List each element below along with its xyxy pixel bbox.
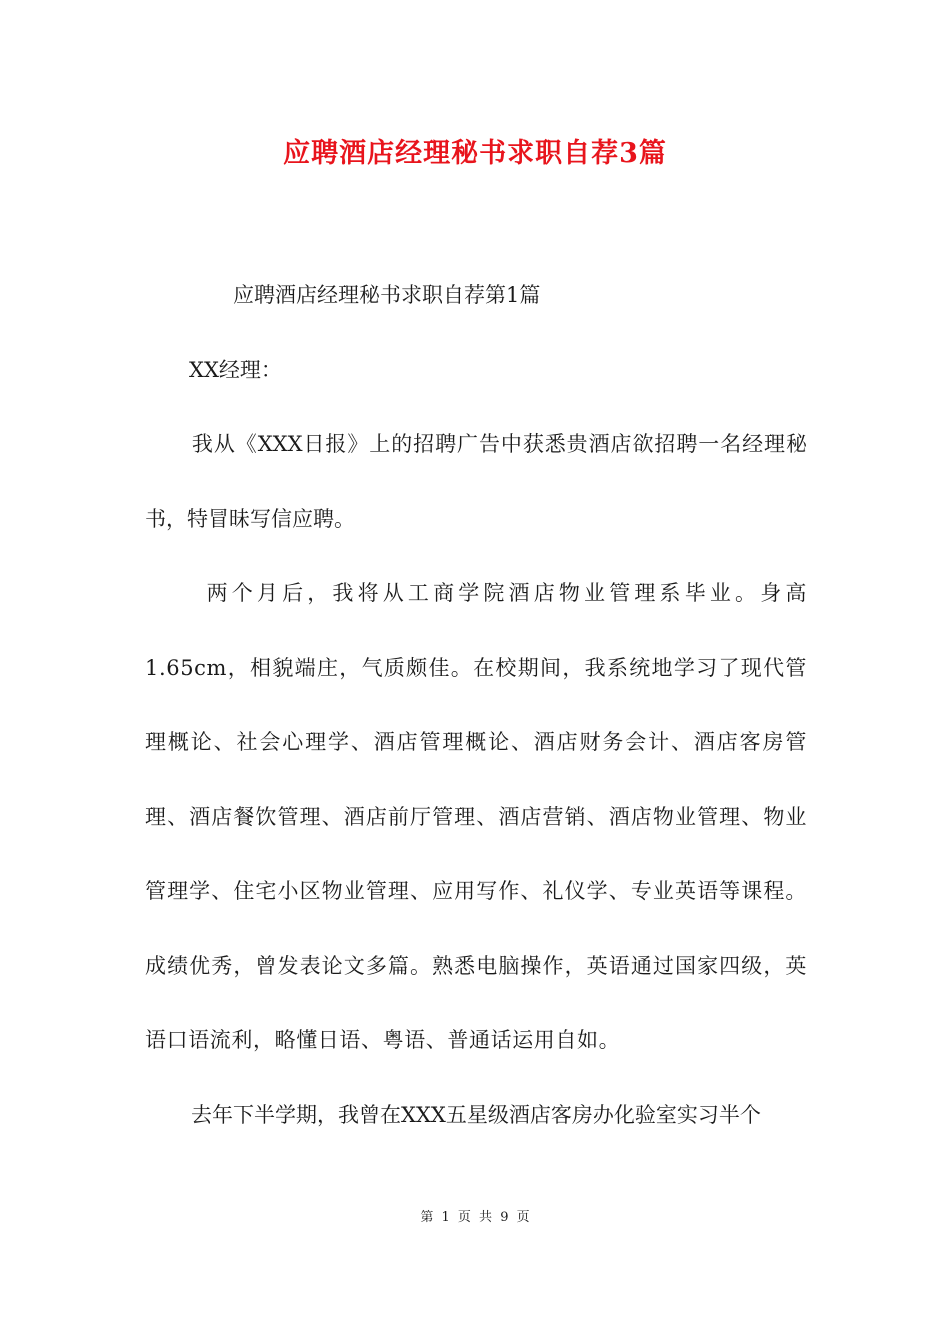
- paragraph-text: 两个月后，我将从工商学院酒店物业管理系毕业。身高1.65cm，相貌端庄，气质颇佳。在校期间，我系统地学习了现代管理概论、社会心理学、酒店管理概论、酒店财务会计、酒店客房管理、酒店餐饮管理、酒店前厅管理、酒店营销、酒店物业管理、物业管理学、住宅小区物业管理、应用写作、礼仪学、专业英语等课程。成绩优秀，曾发表论文多篇。熟悉电脑操作，英语通过国家四级，英语口语流利，略懂日语、粤语、普通话运用自如。: [145, 581, 807, 1052]
- page-footer: 第 1 页 共 9 页: [420, 1210, 530, 1225]
- section-heading: 应聘酒店经理秘书求职自荐第1篇: [233, 283, 541, 307]
- salutation: XX经理：: [189, 358, 282, 382]
- body-paragraph-3: [145, 1078, 807, 1153]
- paragraph-text: 我从《XXX日报》上的招聘广告中获悉贵酒店欲招聘一名经理秘书，特冒昧写信应聘。: [145, 432, 807, 531]
- body-paragraph-1: [145, 407, 807, 556]
- page-title: 应聘酒店经理秘书求职自荐3篇: [283, 138, 667, 169]
- body-paragraph-2: [145, 556, 807, 1078]
- paragraph-text: 去年下半学期，我曾在XXX五星级酒店客房办化验室实习半个: [191, 1103, 761, 1127]
